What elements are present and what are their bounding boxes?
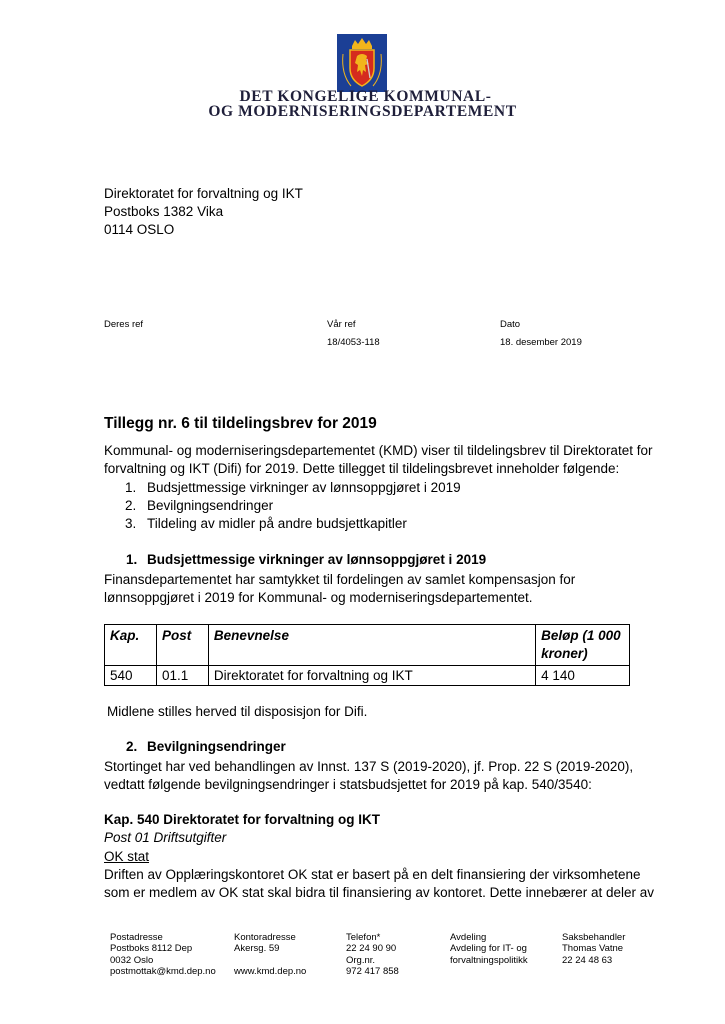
footer-postadresse	[110, 932, 216, 977]
footer-label: Saksbehandler	[562, 932, 626, 943]
header-post: Post	[156, 625, 208, 666]
section2-heading	[0, 739, 725, 757]
kap540-heading: Kap. 540 Direktoratet for forvaltning og IKT	[104, 812, 381, 827]
section2-title: Bevilgningsendringer	[147, 739, 286, 754]
section2-paragraph	[104, 758, 664, 795]
footer-label: Kontoradresse	[234, 932, 296, 943]
list-text: Tildeling av midler på andre budsjettkapitler	[147, 516, 407, 532]
cell-benevnelse: Direktoratet for forvaltning og IKT	[208, 666, 535, 686]
kap540-ok-stat: OK stat	[104, 848, 150, 864]
kap540-line2: som er medlem av OK stat skal bidra til finansiering av kontoret. Dette innebærer at deler av	[104, 885, 654, 901]
kap540-block	[104, 811, 664, 902]
recipient-name: Direktoratet for forvaltning og IKT	[104, 186, 303, 201]
section1-line2: lønnsoppgjøret i 2019 for Kommunal- og moderniseringsdepartementet.	[104, 590, 533, 606]
deres-ref-label: Deres ref	[104, 319, 144, 330]
footer-text: Thomas Vatne	[562, 943, 624, 955]
budget-table	[104, 624, 630, 686]
footer-label: Postadresse	[110, 932, 163, 943]
recipient-address	[104, 185, 303, 239]
list-text: Bevilgningsendringer	[147, 497, 274, 513]
section2-number: 2.	[126, 739, 138, 754]
section2-line1: Stortinget har ved behandlingen av Innst. 137 S (2019-2020), jf. Prop. 22 S (2019-2020),	[104, 759, 634, 774]
footer-kontoradresse	[234, 932, 306, 977]
coat-of-arms-logo	[337, 34, 387, 92]
section1-line1: Finansdepartementet har samtykket til fordelingen av samlet kompensasjon for	[104, 572, 576, 587]
intro-line2: forvaltning og IKT (Difi) for 2019. Dette tillegget til tildelingsbrevet inneholder følgende:	[104, 461, 620, 477]
footer-text: 22 24 90 90	[346, 943, 397, 955]
footer-text: forvaltningspolitikk	[450, 954, 528, 966]
kap540-post: Post 01 Driftsutgifter	[104, 830, 227, 846]
cell-kap: 540	[105, 666, 157, 686]
contents-list	[104, 479, 664, 534]
var-ref-value: 18/4053-118	[327, 337, 380, 348]
footer-spacer	[234, 955, 306, 966]
recipient-street: Postboks 1382 Vika	[104, 204, 224, 219]
footer-telefon	[346, 932, 399, 977]
after-table-text: Midlene stilles herved til disposisjon for Difi.	[107, 704, 368, 719]
list-number: 3.	[125, 516, 137, 532]
list-text: Budsjettmessige virkninger av lønnsoppgjøret i 2019	[147, 479, 461, 495]
header-kap: Kap.	[105, 625, 157, 666]
footer-label: Avdeling	[450, 932, 487, 943]
footer-label: Telefon*	[346, 932, 381, 943]
list-number: 2.	[125, 497, 137, 513]
section1-paragraph	[104, 571, 664, 608]
recipient-postal: 0114 OSLO	[104, 222, 175, 237]
footer-text: 22 24 48 63	[562, 954, 613, 966]
footer-text: Postboks 8112 Dep	[110, 943, 193, 955]
footer-avdeling	[450, 932, 528, 966]
kap540-line1: Driften av Opplæringskontoret OK stat er basert på en delt finansiering der virksomhetene	[104, 866, 641, 882]
department-name-line2: OG MODERNISERINGSDEPARTEMENT	[208, 103, 517, 120]
footer-email: postmottak@kmd.dep.no	[110, 965, 216, 977]
section1-title: Budsjettmessige virkninger av lønnsoppgjøret i 2019	[147, 552, 487, 567]
header-belop	[536, 625, 630, 666]
cell-post: 01.1	[156, 666, 208, 686]
table-header-row	[105, 625, 630, 666]
dato-label: Dato	[500, 319, 521, 330]
section1-heading	[0, 552, 725, 570]
section1-number: 1.	[126, 552, 138, 567]
footer-text: Org.nr.	[346, 954, 376, 966]
section2-line2: vedtatt følgende bevilgningsendringer i statsbudsjettet for 2019 på kap. 540/3540:	[104, 777, 592, 793]
footer-saksbehandler	[562, 932, 625, 966]
header-belop-line2: kroner)	[541, 646, 588, 661]
footer-text: 0032 Oslo	[110, 954, 154, 966]
var-ref-label: Vår ref	[327, 319, 356, 330]
header-benevnelse: Benevnelse	[208, 625, 535, 666]
letter-title: Tillegg nr. 6 til tildelingsbrev for 2019	[104, 415, 377, 432]
footer-text: 972 417 858	[346, 965, 399, 977]
footer-website: www.kmd.dep.no	[234, 965, 307, 977]
list-item	[104, 497, 664, 515]
list-item	[104, 515, 664, 533]
dato-value: 18. desember 2019	[500, 337, 582, 348]
footer-text: Avdeling for IT- og	[450, 943, 527, 955]
footer-text: Akersg. 59	[234, 943, 280, 955]
table-row	[105, 666, 630, 686]
intro-paragraph	[104, 442, 664, 533]
list-item	[104, 479, 664, 497]
header-belop-line1: Beløp (1 000	[541, 628, 621, 643]
department-name-line1: DET KONGELIGE KOMMUNAL-	[239, 88, 492, 105]
letter-title-wrap	[104, 415, 377, 433]
intro-line1: Kommunal- og moderniseringsdepartementet (KMD) viser til tildelingsbrev til Direktoratet for	[104, 443, 653, 458]
list-number: 1.	[125, 479, 137, 495]
cell-belop: 4 140	[536, 666, 630, 686]
